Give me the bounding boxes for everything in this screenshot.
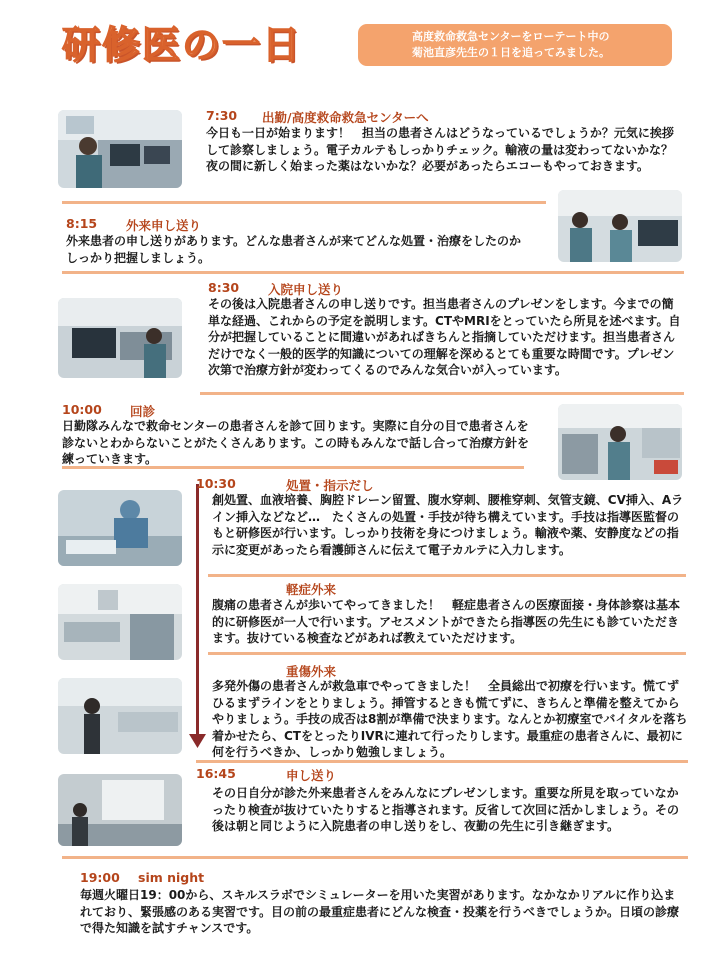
section-time: 8:30 <box>208 280 240 295</box>
photo-procedure <box>58 490 182 566</box>
section-title: sim night <box>138 870 205 885</box>
section-body: 創処置、血液培養、胸腔ドレーン留置、腹水穿刺、腰椎穿刺、気管支鏡、CV挿入、Aライン挿入などなど… たくさんの処置・手技が待ち構えています。手技は指導医監督のもと研修医が行います。しっかり技術を身につけましょう。輸液や薬、安静度などの指示に変更があったら看護師さんに伝えて電子カルテに入力します。 <box>212 493 684 557</box>
timeline-arrow-icon <box>189 734 206 748</box>
section-time: 16:45 <box>196 766 236 781</box>
section-body: その日自分が診た外来患者さんをみんなにプレゼンします。重要な所見を取っていなかったり検査が抜けていたりすると指導されます。反省して次回に活かしましょう。その後は朝と同じように入院患者の申し送りをし、夜勤の先生に引き継ぎます。 <box>212 786 680 834</box>
section-time: 10:00 <box>62 402 102 417</box>
section-body: 日勤隊みんなで救命センターの患者さんを診て回ります。実際に自分の目で患者さんを診ないとわからないことがたくさんあります。この時もみんなで話し合って治療方針を練っていきます。 <box>62 419 530 467</box>
section-divider <box>62 466 524 469</box>
section-title: 申し送り <box>286 768 337 783</box>
intro-line-1: 高度救命救急センターをローテート中の <box>412 30 610 43</box>
photo-presentation-room <box>58 774 182 846</box>
section-time: 8:15 <box>66 216 98 231</box>
section-time: 19:00 <box>80 870 120 885</box>
timeline-line <box>196 484 199 736</box>
section-body: 多発外傷の患者さんが救急車でやってきました！ 全員総出で初療を行います。慌てずひるまずラインをとりましょう。挿管するときも慌てずに、きちんと準備を整えてからやりましょう。手技の成否は8割が準備で決まります。なんとか初療室でバイタルを落ち着かせたら、CTをとったりIVRに連れて行ったりします。最重症の患者さんに、最初に何を行うべきか、しっかり勉強しましょう。 <box>212 679 688 760</box>
section-divider <box>208 574 686 577</box>
section-title: 処置・指示だし <box>286 478 374 493</box>
section-divider <box>200 392 684 395</box>
intro-box <box>358 24 672 66</box>
section-title: 重傷外来 <box>286 664 337 679</box>
section-title: 回診 <box>130 404 156 419</box>
photo-doctor-at-computer <box>58 110 182 188</box>
section-divider <box>62 271 684 274</box>
section-divider <box>208 652 686 655</box>
intro-line-2: 菊池直彦先生の１日を追ってみました。 <box>412 46 610 59</box>
section-body: 今日も一日が始まります！ 担当の患者さんはどうなっているでしょうか？元気に挨拶して診察しましょう。電子カルテもしっかりチェック。輸液の量は変わってないかな？ 夜の間に新しく始まった薬はないかな？必要があったらエコーもやっておきます。 <box>206 126 686 174</box>
section-divider <box>62 856 688 859</box>
section-title: 入院申し送り <box>268 282 344 297</box>
photo-inpatient-handover <box>58 298 182 378</box>
section-time: 10:30 <box>196 476 236 491</box>
section-title: 軽症外来 <box>286 582 337 597</box>
section-time: 7:30 <box>206 108 238 123</box>
section-body: その後は入院患者さんの申し送りです。担当患者さんのプレゼンをします。今までの簡単な経過、これからの予定を説明します。CTやMRIをとっていたら所見を述べます。自分が把握していることに間違いがあればきちんと指摘していただけます。担当患者さんだけでなく一般的医学的知識についての理解を深めるとても重要な時間です。プレゼン次第で治療方針が変わってくるのでみんな気合いが入っています。 <box>208 297 681 378</box>
photo-handover-staff <box>558 190 682 262</box>
section-title: 外来申し送り <box>126 218 202 233</box>
photo-minor-outpatient <box>58 584 182 660</box>
section-body: 外来患者の申し送りがあります。どんな患者さんが来てどんな処置・治療をしたのかしっかり把握しましょう。 <box>66 234 522 265</box>
section-divider <box>196 760 688 763</box>
section-title: 出勤/高度救命救急センターへ <box>262 110 429 125</box>
photo-ward-rounds <box>558 404 682 480</box>
section-body: 毎週火曜日19：00から、スキルスラボでシミュレーターを用いた実習があります。なかなかリアルに作り込まれており、緊張感のある実習です。目の前の最重症患者にどんな検査・投薬を行うべきでしょうか。日頃の診療で得た知識を試すチャンスです。 <box>80 888 680 936</box>
photo-trauma-room <box>58 678 182 754</box>
section-divider <box>62 201 546 204</box>
page-title: 研修医の一日 <box>62 23 303 67</box>
section-body: 腹痛の患者さんが歩いてやってきました！ 軽症患者さんの医療面接・身体診察は基本的に研修医が一人で行います。アセスメントができたら指導医の先生にも診ていただきます。抜けている検査などがあれば教えていただけます。 <box>212 598 681 646</box>
